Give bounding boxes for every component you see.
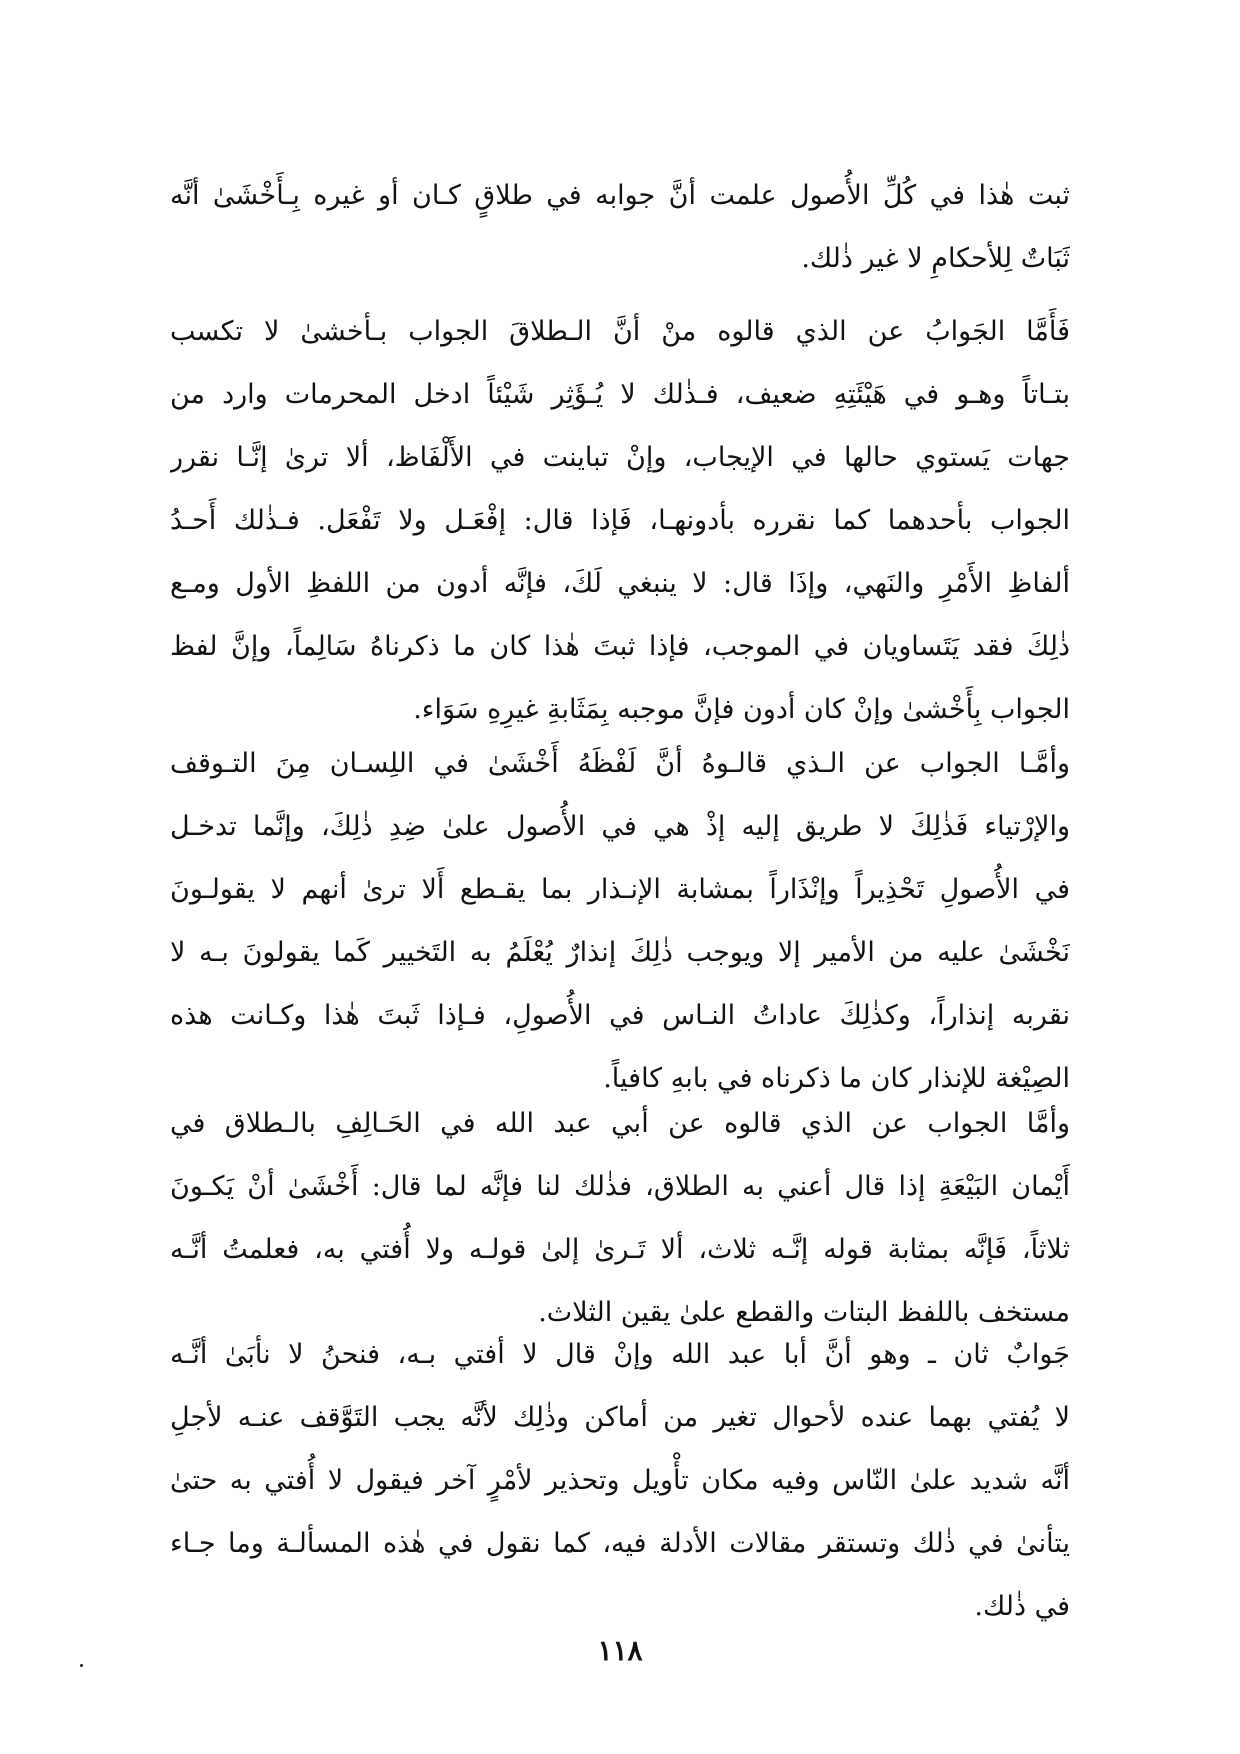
text-line: ذٰلِكَ فقد يَتَساويان في الموجب، فإذا ثبتَ هٰذا كان ما ذكرناهُ سَالِماً، وإنَّ لفظ xyxy=(170,631,1070,662)
paragraph-5 xyxy=(170,1323,1070,1638)
text-line: نقربه إنذاراً، وكذٰلِكَ عاداتُ النـاس في الأُصولِ، فـإذا ثَبتَ هٰذا وكـانت هذه xyxy=(170,1000,1070,1031)
text-line: جَوابٌ ثان ـ وهو أنَّ أبا عبد الله وإنْ قال لا أفتي بـه، فنحنُ لا نأبَىٰ أنَّـه xyxy=(170,1339,1070,1370)
text-line: مستخف باللفظ البتات والقطع علىٰ يقين الثلاث. xyxy=(538,1297,1070,1328)
text-line: وأمَّـا الجواب عن الـذي قالـوهُ أنَّ لَفْظَهُ أَخْشَىٰ في اللِسـان مِنَ التـوقف xyxy=(170,748,1070,779)
text-line: نَخْشَىٰ عليه من الأمير إلا ويوجب ذٰلِكَ إنذارٌ يُعْلَمُ به التَخيير كَما يقولونَ بـه لا xyxy=(170,937,1070,968)
text-line: أنَّه شديد علىٰ النّاس وفيه مكان تأْويل وتحذير لأمْرٍ آخر فيقول لا أُفتي به حتىٰ xyxy=(170,1465,1070,1496)
scan-speck xyxy=(80,1664,83,1667)
text-line: ثلاثاً، فَإنَّه بمثابة قوله إنَّـه ثلاث، ألا تَـرىٰ إلىٰ قولـه ولا أُفتي به، فعلمتُ أنَّـه xyxy=(170,1234,1070,1265)
paragraph-4 xyxy=(170,1092,1070,1344)
text-line: ألفاظِ الأَمْرِ والنَهي، وإذَا قال: لا ينبغي لَكَ، فإنَّه أدون من اللفظِ الأول ومـع xyxy=(170,568,1070,599)
text-line: وأمَّا الجواب عن الذي قالوه عن أبي عبد الله في الحَـالِفِ بالـطلاق في xyxy=(170,1108,1070,1139)
text-line: ثَبَاتٌ لِلأحكامِ لا غير ذٰلك. xyxy=(801,243,1070,274)
text-line: ثبت هٰذا في كُلِّ الأُصول علمت أنَّ جوابه في طلاقٍ كـان أو غيره بِـأَخْشَىٰ أنَّه xyxy=(170,180,1070,211)
text-line: في الأُصولِ تَحْذِيراً وإنْذَاراً بمشابة الإنـذار بما يقـطع أَلا ترىٰ أنهم لا يقولـونَ xyxy=(170,874,1070,905)
text-line: لا يُفتي بهما عنده لأحوال تغير من أماكن وذٰلِك لأنَّه يجب التَوَّقف عنـه لأجلِ xyxy=(170,1402,1070,1433)
text-line: جهات يَستوي حالها في الإيجاب، وإنْ تباينت في الأَلْفَاظ، ألا ترىٰ إنَّـا نقرر xyxy=(170,442,1070,473)
text-line: فَأَمَّا الجَوابُ عن الذي قالوه منْ أنَّ الـطلاقَ الجواب بـأخشىٰ لا تكسب xyxy=(170,316,1070,347)
paragraph-2 xyxy=(170,300,1070,741)
text-line: أَيْمان البَيْعَةِ إذا قال أعني به الطلاق، فذٰلك لنا فإنَّه لما قال: أَخْشَىٰ أنْ يَكـونَ xyxy=(170,1171,1070,1202)
text-line: بتـاتاً وهـو في هَيْئَتِهِ ضعيف، فـذٰلك لا يُـؤَثِر شَيْئاً ادخل المحرمات وارد من xyxy=(170,379,1070,410)
text-line: الصِيْغة للإنذار كان ما ذكرناه في بابهِ كافياً. xyxy=(603,1063,1070,1094)
paragraph-1 xyxy=(170,164,1070,290)
paragraph-3 xyxy=(170,732,1070,1110)
page-number: ١١٨ xyxy=(597,1634,643,1667)
text-line: الجواب بأحدهما كما نقرره بأدونهـا، فَإذا قال: إفْعَـل ولا تَفْعَل. فـذٰلك أَحـدُ xyxy=(170,505,1070,536)
text-line: والإرْتياء فَذٰلِكَ لا طريق إليه إذْ هي في الأُصول علىٰ ضِدِ ذٰلِكَ، وإنَّما تدخـل xyxy=(170,811,1070,842)
text-line: يتأنىٰ في ذٰلك وتستقر مقالات الأدلة فيه، كما نقول في هٰذه المسألـة وما جـاء xyxy=(170,1528,1070,1559)
text-line: الجواب بِأَخْشىٰ وإنْ كان أدون فإنَّ موجبه بِمَثَابةِ غيرِهِ سَوَاء. xyxy=(413,694,1070,725)
text-line: في ذٰلك. xyxy=(974,1591,1070,1622)
